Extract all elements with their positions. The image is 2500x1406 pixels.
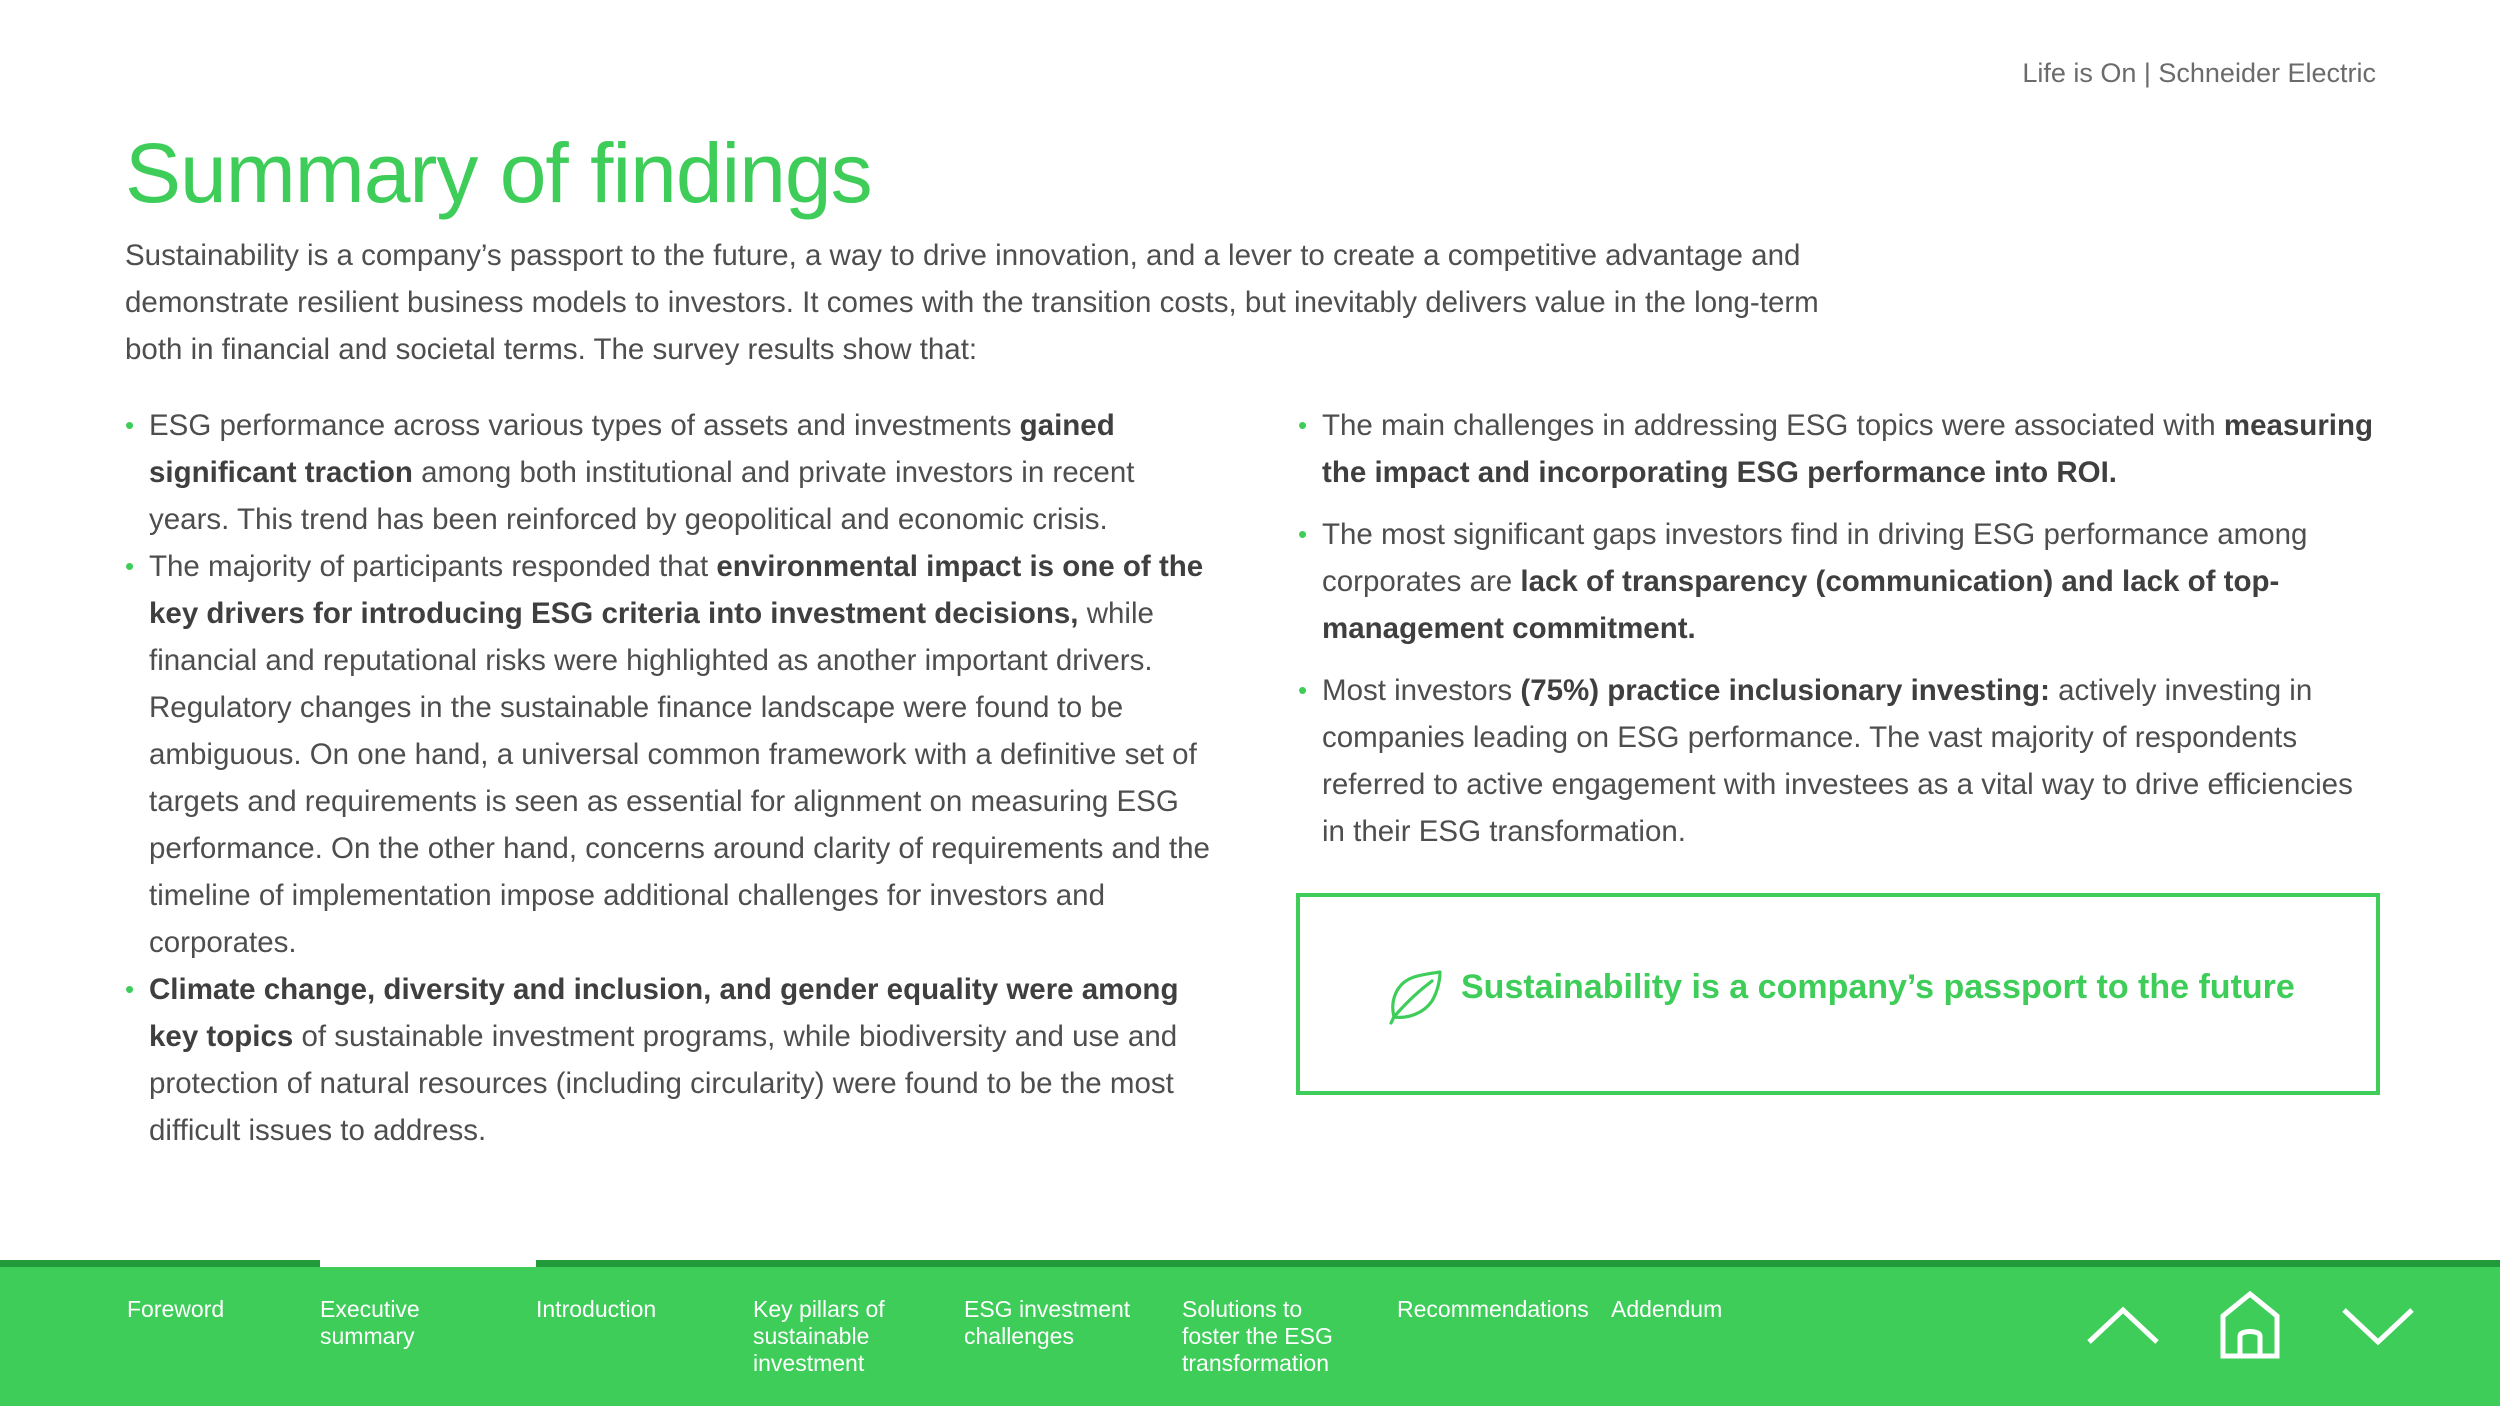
callout-text: Sustainability is a company’s passport to the future [1461,968,2295,1006]
nav-recommendations[interactable]: Recommendations [1397,1296,1589,1322]
intro-paragraph: Sustainability is a company’s passport to the future, a way to drive innovation, and a lever to create a competitive advantage and demonstrate resilient business models to investors. It comes with the transition costs, but inevitably delivers value in the long-term both in financial and societal terms. The survey results show that: [125,239,1819,366]
page-title: Summary of findings [125,126,872,220]
brand-tagline: Life is On | Schneider Electric [2022,58,2376,88]
left-findings-column [125,402,1215,1154]
callout-box [1296,893,2380,1095]
finding-bullet: • Most investors (75%) practice inclusionary investing: actively investing in companies leading on ESG performance. The vast majority of respondents referred to active engagement with investees as a vital way to drive efficiencies in their ESG transformation. [1298,667,2378,855]
nav-solutions[interactable]: Solutions to foster the ESG transformation [1182,1296,1333,1376]
finding-bullet: • ESG performance across various types of assets and investments gained significant traction among both institutional and private investors in recent years. This trend has been reinforced by geopolitical and economic crisis. [125,402,1215,543]
right-findings-column [1298,402,2378,870]
nav-foreword[interactable]: Foreword [127,1296,225,1322]
active-tab-indicator [320,1260,536,1267]
finding-bullet: • The main challenges in addressing ESG topics were associated with measuring the impact and incorporating ESG performance into ROI. [1298,402,2378,496]
chevron-up-icon[interactable] [2085,1304,2161,1348]
nav-esg-investment-challenges[interactable]: ESG investment challenges [964,1296,1131,1349]
nav-executive-summary[interactable]: Executive summary [320,1296,420,1349]
chevron-down-icon[interactable] [2340,1304,2416,1348]
nav-addendum[interactable]: Addendum [1611,1296,1723,1322]
home-icon[interactable] [2218,1290,2282,1360]
footer-nav-bar [0,1260,2500,1406]
leaf-icon [1386,967,1444,1025]
nav-key-pillars[interactable]: Key pillars of sustainable investment [753,1296,885,1376]
finding-bullet: • Climate change, diversity and inclusion, and gender equality were among key topics of sustainable investment programs, while biodiversity and use and protection of natural resources (including circularity) were found to be the most difficult issues to address. [125,966,1215,1154]
finding-bullet: • The most significant gaps investors find in driving ESG performance among corporates are lack of transparency (communication) and lack of top-management commitment. [1298,511,2378,652]
finding-bullet: • The majority of participants responded that environmental impact is one of the key drivers for introducing ESG criteria into investment decisions, while financial and reputational risks were highlighted as another important drivers. Regulatory changes in the sustainable finance landscape were found to be ambiguous. On one hand, a universal common framework with a definitive set of targets and requirements is seen as essential for alignment on measuring ESG performance. On the other hand, concerns around clarity of requirements and the timeline of implementation impose additional challenges for investors and corporates. [125,543,1215,966]
nav-introduction[interactable]: Introduction [536,1296,657,1322]
